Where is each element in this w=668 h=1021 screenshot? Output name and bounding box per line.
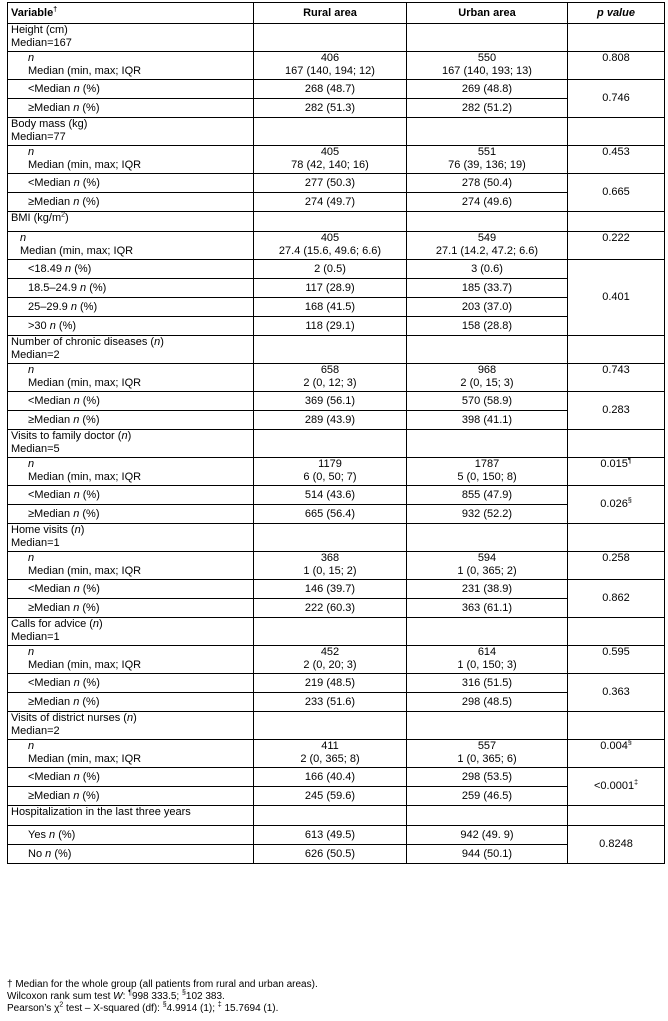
table-row: Yes n (%) 613 (49.5) 942 (49. 9) 0.8248: [8, 826, 665, 845]
section-row-hospitalization: [8, 806, 665, 826]
table-row: <Median n (%) 514 (43.6) 855 (47.9) 0.026§: [8, 486, 665, 505]
table-row: 18.5–24.9 n (%) 117 (28.9) 185 (33.7): [8, 279, 665, 298]
table-row: <Median n (%) 166 (40.4) 298 (53.5) <0.0001‡: [8, 768, 665, 787]
footnote-chi-squared: Pearson’s $\chi^2$ test – X-squared (df): §4.9914 (1); ‡ 15.7694 (1).: [7, 1001, 279, 1014]
table-row: n Median (min, max; IQR 405 27.4 (15.6, 49.6; 6.6) 549 27.1 (14.2, 47.2; 6.6) 0.222: [8, 232, 665, 260]
section-title: Home visits (n) Median=1: [8, 524, 254, 552]
table-row: ≥Median n (%) 289 (43.9) 398 (41.1): [8, 411, 665, 430]
footnotes: [7, 979, 664, 1015]
table-row: >30 n (%) 118 (29.1) 158 (28.8): [8, 317, 665, 336]
table-row: ≥Median n (%) 233 (51.6) 298 (48.5): [8, 693, 665, 712]
table-row: <Median n (%) 146 (39.7) 231 (38.9) 0.862: [8, 580, 665, 599]
table-row: n Median (min, max; IQR 1179 6 (0, 50; 7) 1787 5 (0, 150; 8) 0.015¶: [8, 458, 665, 486]
section-row-family-doctor: [8, 430, 665, 458]
table-row: ≥Median n (%) 665 (56.4) 932 (52.2): [8, 505, 665, 524]
section-title: Visits of district nurses (n) Median=2: [8, 712, 254, 740]
section-title: Visits to family doctor (n) Median=5: [8, 430, 254, 458]
section-row-height: [8, 24, 665, 52]
section-title: Height (cm) Median=167: [8, 24, 254, 52]
header-variable: Variable†: [8, 3, 254, 24]
header-p-value: p value: [568, 3, 665, 24]
table-row: <18.49 n (%) 2 (0.5) 3 (0.6) 0.401: [8, 260, 665, 279]
results-table: [7, 2, 665, 864]
footnote-wilcoxon: Wilcoxon rank sum test W: ¶998 333.5; §102 383.: [7, 989, 225, 1002]
section-title: BMI $(kg/m^2)$: [8, 212, 254, 232]
header-urban: Urban area: [407, 3, 568, 24]
table-row: ≥Median n (%) 222 (60.3) 363 (61.1): [8, 599, 665, 618]
section-title: Calls for advice (n) Median=1: [8, 618, 254, 646]
section-row-body-mass: [8, 118, 665, 146]
section-title: Body mass (kg) Median=77: [8, 118, 254, 146]
table-row: <Median n (%) 268 (48.7) 269 (48.8) 0.746: [8, 80, 665, 99]
section-row-bmi: [8, 212, 665, 232]
section-row-chronic-diseases: [8, 336, 665, 364]
table-row: <Median n (%) 369 (56.1) 570 (58.9) 0.283: [8, 392, 665, 411]
section-title: Hospitalization in the last three years: [8, 806, 254, 826]
table-row: n Median (min, max; IQR 452 2 (0, 20; 3) 614 1 (0, 150; 3) 0.595: [8, 646, 665, 674]
table-row: n Median (min, max; IQR 406 167 (140, 194; 12) 550 167 (140, 193; 13) 0.808: [8, 52, 665, 80]
section-row-calls-for-advice: [8, 618, 665, 646]
table-row: n Median (min, max; IQR 368 1 (0, 15; 2) 594 1 (0, 365; 2) 0.258: [8, 552, 665, 580]
table-row: <Median n (%) 219 (48.5) 316 (51.5) 0.363: [8, 674, 665, 693]
table-row: n Median (min, max; IQR 658 2 (0, 12; 3) 968 2 (0, 15; 3) 0.743: [8, 364, 665, 392]
table-row: <Median n (%) 277 (50.3) 278 (50.4) 0.665: [8, 174, 665, 193]
table-row: 25–29.9 n (%) 168 (41.5) 203 (37.0): [8, 298, 665, 317]
table-row: ≥Median n (%) 245 (59.6) 259 (46.5): [8, 787, 665, 806]
table-row: ≥Median n (%) 274 (49.7) 274 (49.6): [8, 193, 665, 212]
section-title: Number of chronic diseases (n) Median=2: [8, 336, 254, 364]
header-rural: Rural area: [254, 3, 407, 24]
section-row-home-visits: [8, 524, 665, 552]
footnote-median: † Median for the whole group (all patients from rural and urban areas).: [7, 979, 318, 990]
table-row: ≥Median n (%) 282 (51.3) 282 (51.2): [8, 99, 665, 118]
table-row: No n (%) 626 (50.5) 944 (50.1): [8, 845, 665, 864]
header-row: [8, 3, 665, 24]
section-row-district-nurses: [8, 712, 665, 740]
table-row: n Median (min, max; IQR 411 2 (0, 365; 8) 557 1 (0, 365; 6) 0.004§: [8, 740, 665, 768]
table-row: n Median (min, max; IQR 405 78 (42, 140; 16) 551 76 (39, 136; 19) 0.453: [8, 146, 665, 174]
